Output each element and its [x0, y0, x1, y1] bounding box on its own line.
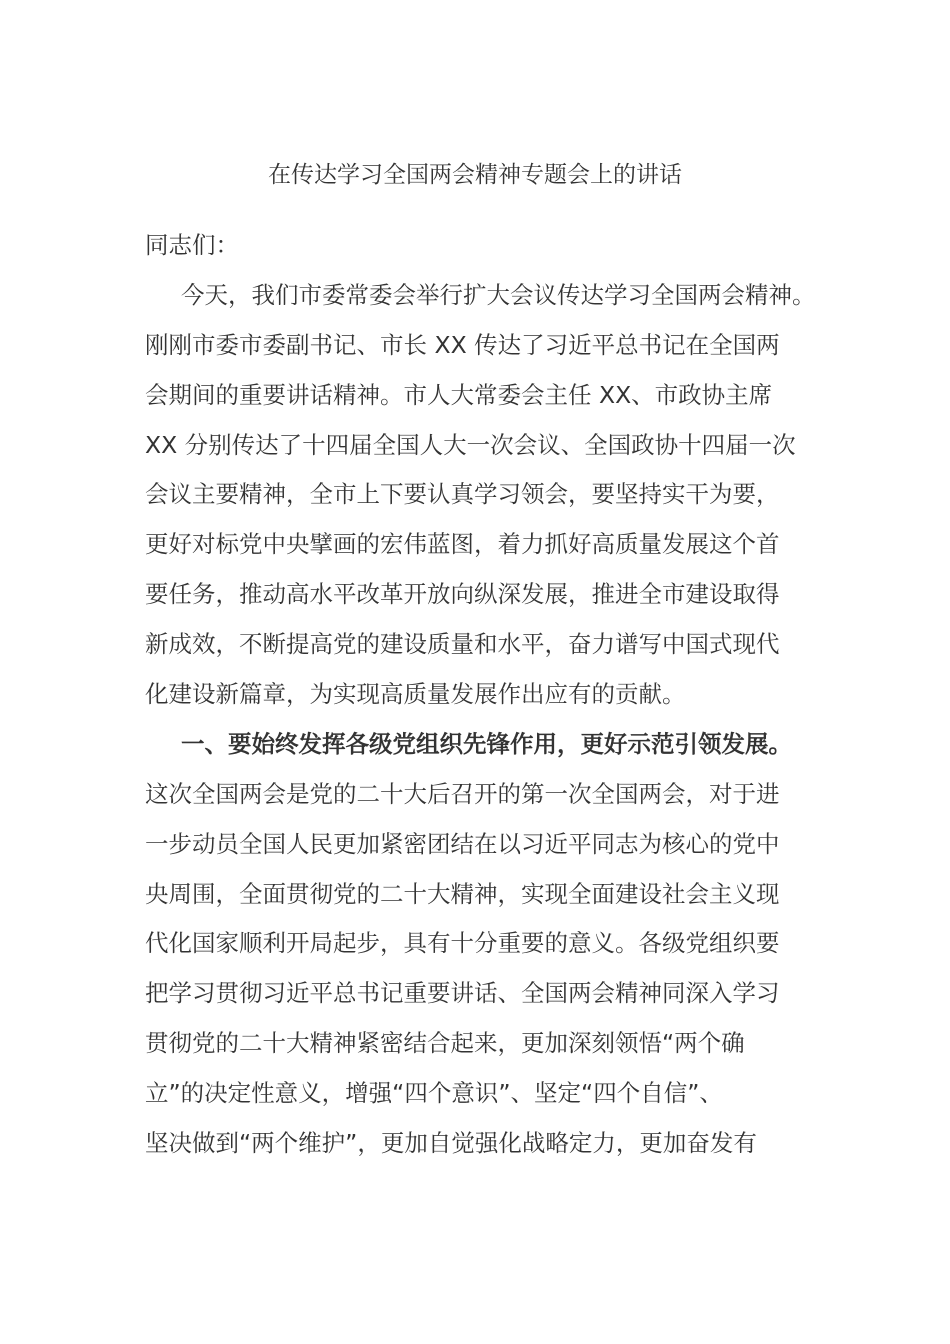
- paragraph-line: 这次全国两会是党的二十大后召开的第一次全国两会，对于进: [145, 779, 780, 808]
- paragraph-line: 化建设新篇章，为实现高质量发展作出应有的贡献。: [145, 680, 686, 709]
- paragraph-line: 坚决做到“两个维护”，更加自觉强化战略定力，更加奋发有: [145, 1129, 757, 1158]
- paragraph-line: 新成效，不断提高党的建设质量和水平，奋力谱写中国式现代: [145, 630, 780, 659]
- document-title: 在传达学习全国两会精神专题会上的讲话: [268, 162, 682, 188]
- paragraph-line: 代化国家顺利开局起步，具有十分重要的意义。各级党组织要: [145, 929, 780, 958]
- paragraph-line: 刚刚市委市委副书记、市长 XX 传达了习近平总书记在全国两: [145, 330, 780, 359]
- paragraph-line: 立”的决定性意义，增强“四个意识”、坚定“四个自信”、: [145, 1079, 723, 1108]
- section-heading-line: 一、要始终发挥各级党组织先锋作用，更好示范引领发展。: [181, 729, 792, 758]
- document-body: [145, 221, 825, 1169]
- paragraph-line: 一步动员全国人民更加紧密团结在以习近平同志为核心的党中: [145, 829, 780, 858]
- paragraph-line: 会期间的重要讲话精神。市人大常委会主任 XX、市政协主席: [145, 380, 773, 409]
- paragraph-line: 贯彻党的二十大精神紧密结合起来，更加深刻领悟“两个确: [145, 1029, 745, 1058]
- paragraph-line: 把学习贯彻习近平总书记重要讲话、全国两会精神同深入学习: [145, 979, 780, 1008]
- salutation: 同志们：: [145, 231, 239, 259]
- paragraph-line: 要任务，推动高水平改革开放向纵深发展，推进全市建设取得: [145, 580, 780, 609]
- paragraph-line: 今天，我们市委常委会举行扩大会议传达学习全国两会精神。: [181, 280, 816, 309]
- paragraph-line: 更好对标党中央擘画的宏伟蓝图，着力抓好高质量发展这个首: [145, 530, 780, 559]
- paragraph-line: XX 分别传达了十四届全国人大一次会议、全国政协十四届一次: [145, 430, 796, 459]
- paragraph-line: 会议主要精神，全市上下要认真学习领会，要坚持实干为要，: [145, 480, 780, 509]
- paragraph-line: 央周围，全面贯彻党的二十大精神，实现全面建设社会主义现: [145, 879, 780, 908]
